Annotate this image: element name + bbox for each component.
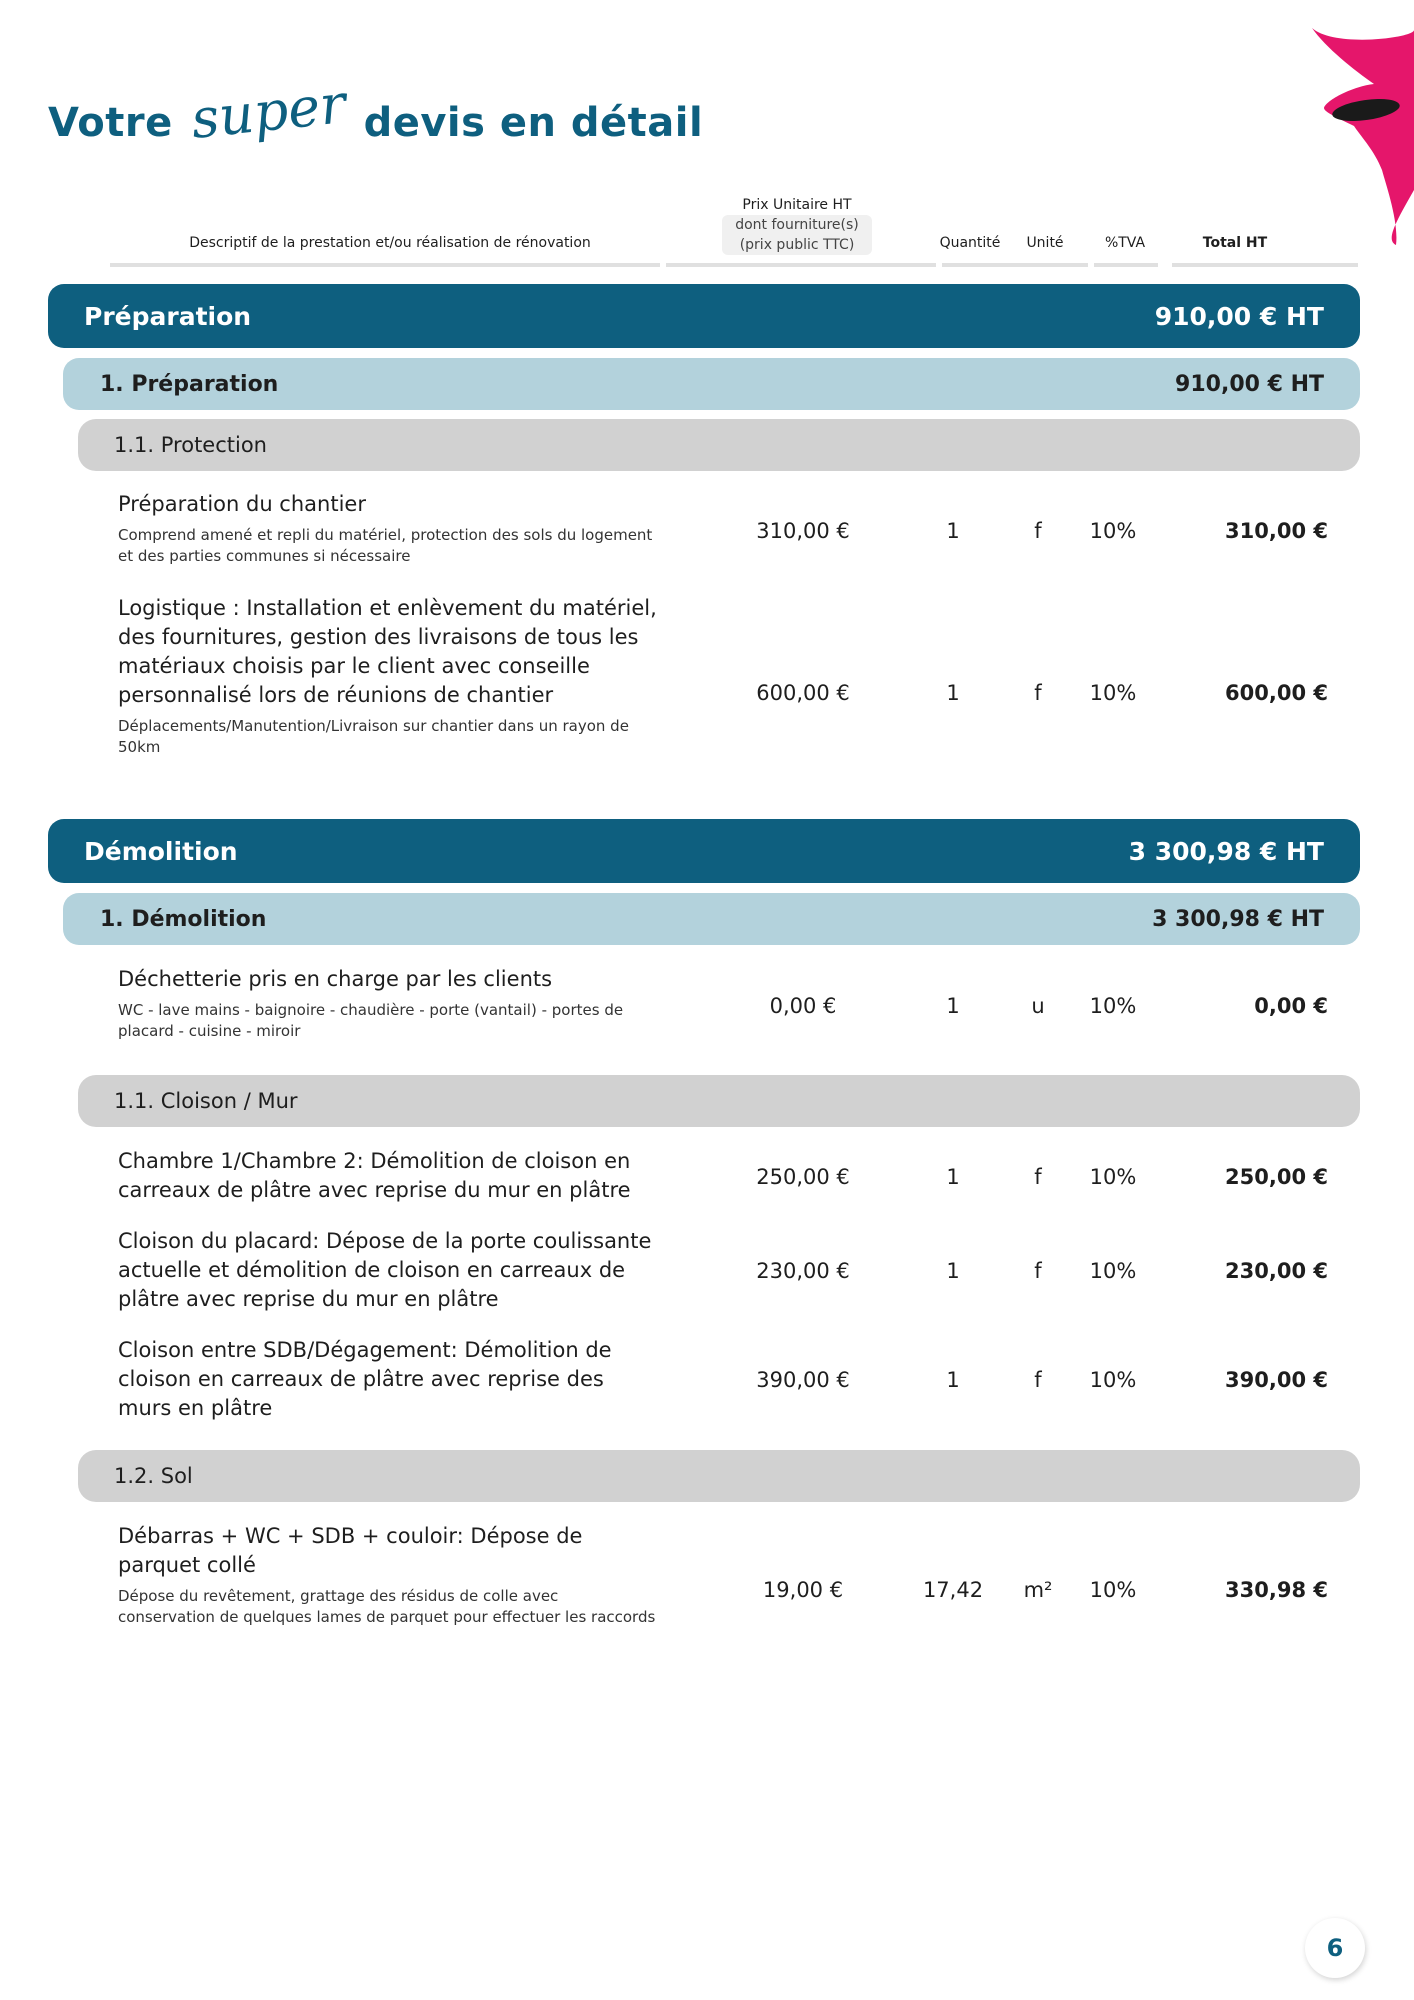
subsection-title: 1. Démolition — [100, 906, 267, 932]
line-item — [118, 490, 1368, 572]
section-header — [48, 284, 1360, 348]
item-unit: f — [1034, 681, 1042, 705]
item-total: 0,00 € — [1254, 994, 1328, 1018]
item-total: 600,00 € — [1225, 681, 1328, 705]
line-item — [118, 594, 1368, 792]
section-title: Démolition — [84, 836, 238, 866]
item-label: Cloison du placard: Dépose de la porte coulissante actuelle et démolition de cloison en carreaux de plâtre avec reprise du mur en plâtre — [118, 1229, 652, 1311]
item-detail: Comprend amené et repli du matériel, protection des sols du logement et des parties communes si nécessaire — [118, 526, 653, 565]
subsection-total: 910,00 € HT — [1175, 371, 1324, 397]
item-unit: f — [1034, 1165, 1042, 1189]
item-label: Cloison entre SDB/Dégagement: Démolition de cloison en carreaux de plâtre avec reprise des murs en plâtre — [118, 1338, 612, 1420]
column-quantity: Quantité — [939, 235, 1001, 251]
group-header — [78, 419, 1360, 471]
item-unit: f — [1034, 1259, 1042, 1283]
item-tva: 10% — [1089, 1578, 1137, 1602]
group-title: 1.2. Sol — [114, 1464, 193, 1488]
subsection-header — [63, 893, 1360, 945]
item-label: Chambre 1/Chambre 2: Démolition de cloison en carreaux de plâtre avec reprise du mur en plâtre — [118, 1149, 631, 1202]
item-quantity: 1 — [946, 681, 960, 705]
column-price-line2: dont fourniture(s) — [735, 217, 859, 233]
item-label: Logistique : Installation et enlèvement du matériel, des fournitures, gestion des livraisons de tous les matériaux choisis par le client avec conseille personnalisé lors de réunions de chantier — [118, 596, 657, 707]
item-unit: f — [1034, 519, 1042, 543]
line-item — [118, 965, 1368, 1047]
item-price: 600,00 € — [756, 681, 850, 705]
header-rule — [942, 263, 1022, 267]
item-price: 310,00 € — [756, 519, 850, 543]
group-header — [78, 1075, 1360, 1127]
item-total: 250,00 € — [1225, 1165, 1328, 1189]
column-price — [722, 195, 872, 255]
subsection-total: 3 300,98 € HT — [1152, 906, 1324, 932]
title-script-word: super — [187, 72, 349, 151]
column-price-note — [722, 215, 872, 255]
item-quantity: 17,42 — [922, 1578, 984, 1602]
column-headers — [110, 195, 1358, 267]
header-rule — [1172, 263, 1358, 267]
item-unit: f — [1034, 1368, 1042, 1392]
item-total: 310,00 € — [1225, 519, 1328, 543]
item-label: Déchetterie pris en charge par les clients — [118, 967, 553, 991]
item-total: 230,00 € — [1225, 1259, 1328, 1283]
header-rule — [666, 263, 936, 267]
item-total: 390,00 € — [1225, 1368, 1328, 1392]
item-tva: 10% — [1089, 681, 1137, 705]
item-tva: 10% — [1089, 1259, 1137, 1283]
group-title: 1.1. Protection — [114, 433, 267, 457]
item-tva: 10% — [1089, 519, 1137, 543]
section-total: 910,00 € HT — [1154, 301, 1324, 331]
header-rule — [1018, 263, 1088, 267]
section-title: Préparation — [84, 301, 252, 331]
item-price: 250,00 € — [756, 1165, 850, 1189]
column-unit: Unité — [1026, 235, 1064, 251]
section-total: 3 300,98 € HT — [1128, 836, 1324, 866]
item-total: 330,98 € — [1225, 1578, 1328, 1602]
page-title — [48, 72, 704, 194]
item-tva: 10% — [1089, 1368, 1137, 1392]
item-quantity: 1 — [946, 1165, 960, 1189]
group-title: 1.1. Cloison / Mur — [114, 1089, 298, 1113]
item-quantity: 1 — [946, 1259, 960, 1283]
item-price: 230,00 € — [756, 1259, 850, 1283]
item-unit: u — [1031, 994, 1045, 1018]
item-price: 390,00 € — [756, 1368, 850, 1392]
item-quantity: 1 — [946, 519, 960, 543]
item-detail: WC - lave mains - baignoire - chaudière - porte (vantail) - portes de placard - cuisine - miroir — [118, 1001, 624, 1040]
line-item — [118, 1227, 1368, 1315]
subsection-header — [63, 358, 1360, 410]
item-quantity: 1 — [946, 994, 960, 1018]
subsection-title: 1. Préparation — [100, 371, 279, 397]
column-tva: %TVA — [1104, 235, 1146, 251]
item-tva: 10% — [1089, 1165, 1137, 1189]
group-header — [78, 1450, 1360, 1502]
item-detail: Déplacements/Manutention/Livraison sur chantier dans un rayon de 50km — [118, 717, 629, 756]
title-part3: devis en détail — [363, 100, 704, 146]
column-price-line3: (prix public TTC) — [739, 237, 855, 253]
item-detail: Dépose du revêtement, grattage des résidus de colle avec conservation de quelques lames de parquet pour effectuer les raccords — [118, 1587, 656, 1626]
line-item — [118, 1147, 1368, 1207]
header-rule — [1094, 263, 1158, 267]
item-label: Débarras + WC + SDB + couloir: Dépose de parquet collé — [118, 1524, 583, 1577]
line-item — [118, 1522, 1368, 1658]
item-tva: 10% — [1089, 994, 1137, 1018]
column-price-line1: Prix Unitaire HT — [742, 197, 852, 213]
column-total: Total HT — [1202, 235, 1268, 251]
item-label: Préparation du chantier — [118, 492, 366, 516]
column-description: Descriptif de la prestation et/ou réalisation de rénovation — [189, 235, 591, 251]
title-part1: Votre — [48, 100, 173, 146]
item-price: 19,00 € — [762, 1578, 844, 1602]
line-item — [118, 1336, 1368, 1424]
item-unit: m² — [1023, 1578, 1053, 1602]
item-quantity: 1 — [946, 1368, 960, 1392]
item-price: 0,00 € — [769, 994, 837, 1018]
section-header — [48, 819, 1360, 883]
page-number: 6 — [1305, 1918, 1365, 1978]
header-rule — [110, 263, 660, 267]
